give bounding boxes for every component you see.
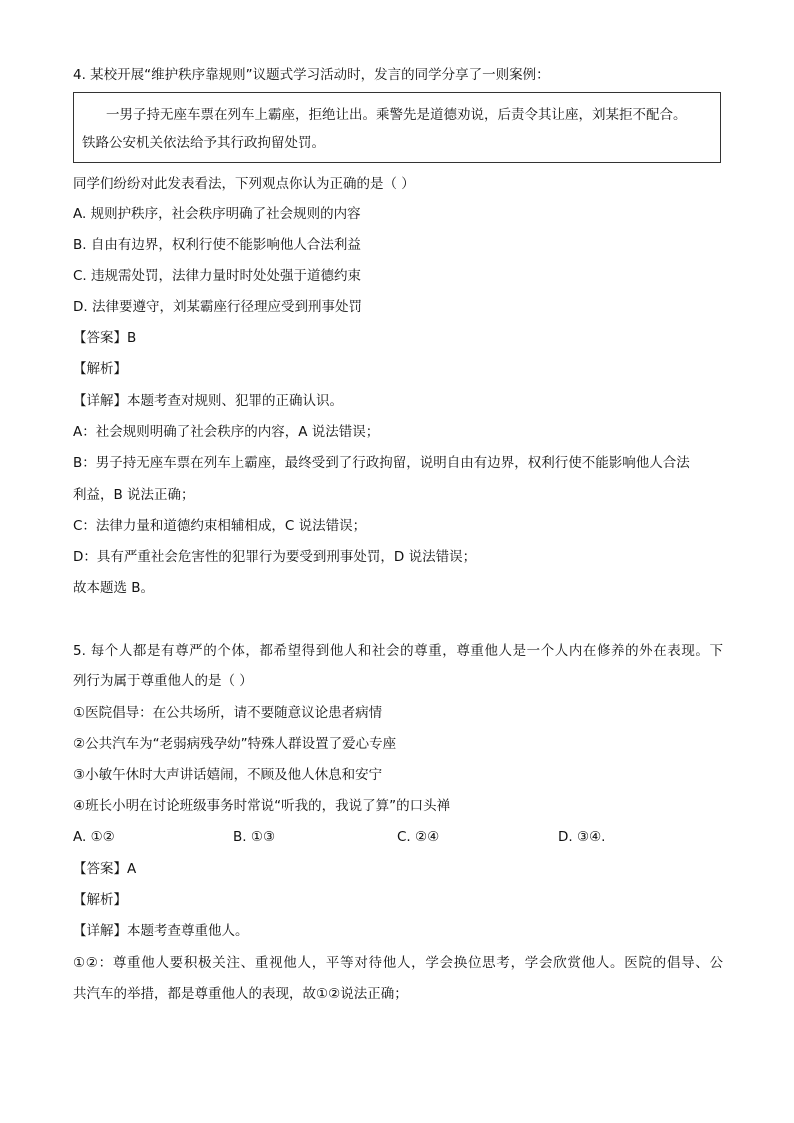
q4-option-c: C. 违规需处罚，法律力量时时处处强于道德约束 (73, 268, 362, 284)
q4-case-line1: 一男子持无座车票在列车上霸座，拒绝让出。乘警先是道德劝说，后责令其让座，刘某拒不配合。 (106, 107, 687, 123)
q4-case-line2: 铁路公安机关依法给予其行政拘留处罚。 (82, 135, 325, 151)
q4-option-b: B. 自由有边界，权利行使不能影响他人合法利益 (73, 237, 361, 253)
q4-explain-c: C：法律力量和道德约束相辅相成，C 说法错误； (73, 518, 367, 534)
q4-conclusion: 故本题选 B。 (73, 580, 155, 596)
q5-stem-line1: 5. 每个人都是有尊严的个体，都希望得到他人和社会的尊重，尊重他人是一个人内在修养的外在表现。下 (73, 643, 723, 659)
q4-question: 同学们纷纷对此发表看法，下列观点你认为正确的是（ ） (73, 176, 415, 192)
q5-answer: 【答案】A (73, 861, 137, 877)
q5-stem-line2: 列行为属于尊重他人的是（ ） (73, 673, 253, 689)
q4-option-a: A. 规则护秩序，社会秩序明确了社会规则的内容 (73, 206, 361, 222)
q5-analysis-heading: 【解析】 (73, 892, 127, 908)
q4-explain-b: B：男子持无座车票在列车上霸座，最终受到了行政拘留，说明自由有边界，权利行使不能影响他人合法 (73, 455, 690, 471)
q4-explain-d: D：具有严重社会危害性的犯罪行为要受到刑事处罚，D 说法错误； (73, 549, 477, 565)
q4-stem: 4. 某校开展“维护秩序靠规则”议题式学习活动时，发言的同学分享了一则案例： (73, 67, 550, 83)
q4-analysis-heading: 【解析】 (73, 361, 127, 377)
q5-explain-line2: 共汽车的举措，都是尊重他人的表现，故①②说法正确； (73, 986, 408, 1002)
q4-answer: 【答案】B (73, 330, 137, 346)
q4-detail: 【详解】本题考查对规则、犯罪的正确认识。 (73, 393, 343, 409)
q5-choice-a: A. ①② (73, 829, 115, 845)
q4-case-box (73, 92, 721, 163)
q4-option-d: D. 法律要遵守，刘某霸座行径理应受到刑事处罚 (73, 299, 362, 315)
q4-explain-b-cont: 利益，B 说法正确； (73, 487, 195, 503)
q5-item-4: ④班长小明在讨论班级事务时常说“听我的，我说了算”的口头禅 (73, 798, 451, 814)
q5-item-3: ③小敏午休时大声讲话嬉闹，不顾及他人休息和安宁 (73, 767, 383, 783)
q5-choice-d: D. ③④. (558, 829, 606, 845)
q4-explain-a: A：社会规则明确了社会秩序的内容，A 说法错误； (73, 424, 380, 440)
q5-item-1: ①医院倡导：在公共场所，请不要随意议论患者病情 (73, 705, 383, 721)
q5-detail: 【详解】本题考查尊重他人。 (73, 923, 249, 939)
q5-explain-line1: ①②：尊重他人要积极关注、重视他人，平等对待他人，学会换位思考，学会欣赏他人。医院的倡导、公 (73, 955, 723, 971)
q5-choice-b: B. ①③ (233, 829, 276, 845)
q5-choice-c: C. ②④ (397, 829, 440, 845)
q5-item-2: ②公共汽车为“老弱病残孕幼”特殊人群设置了爱心专座 (73, 736, 397, 752)
